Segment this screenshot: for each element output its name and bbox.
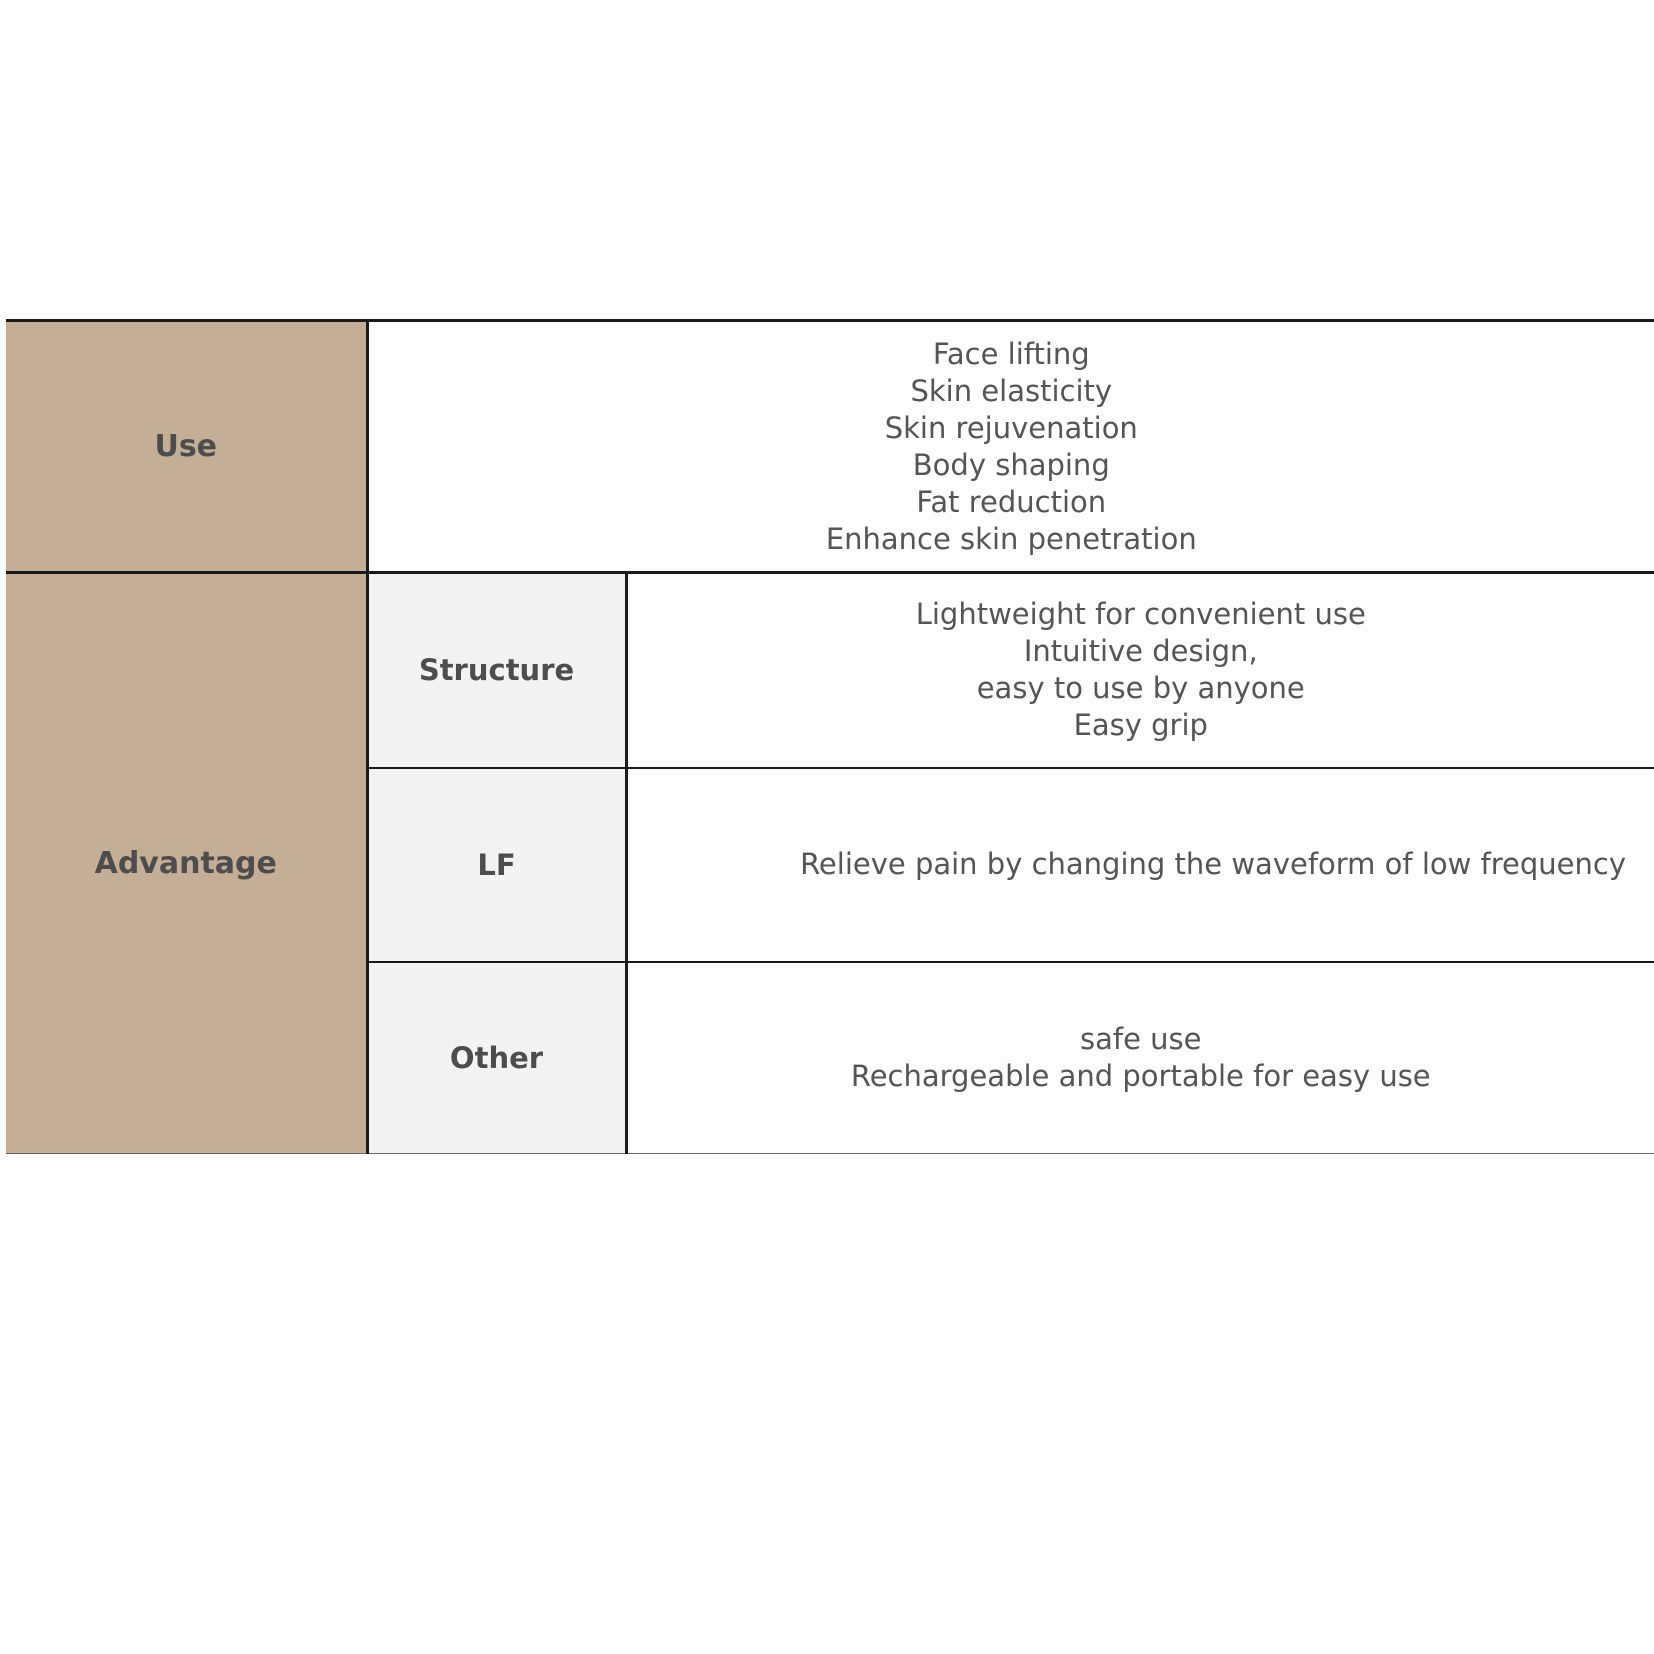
other-line: safe use (1080, 1021, 1202, 1056)
use-row (6, 321, 1654, 573)
lf-values (626, 768, 1654, 962)
structure-row (6, 573, 1654, 768)
use-line: Face lifting (932, 336, 1090, 371)
other-label: Other (367, 962, 626, 1154)
use-values (367, 321, 1654, 573)
use-line: Body shaping (912, 447, 1110, 482)
use-line: Fat reduction (916, 484, 1107, 519)
use-label: Use (6, 321, 367, 573)
structure-values (626, 573, 1654, 768)
use-line: Skin elasticity (910, 373, 1113, 408)
spec-table (6, 319, 1654, 1154)
use-line: Enhance skin penetration (825, 521, 1197, 556)
structure-line: Intuitive design, (1023, 634, 1258, 669)
lf-text: Relieve pain by changing the waveform of low frequency (800, 847, 1627, 881)
structure-line: easy to use by anyone (976, 671, 1305, 706)
structure-line: Lightweight for convenient use (915, 597, 1366, 632)
lf-label: LF (367, 768, 626, 962)
structure-label: Structure (367, 573, 626, 768)
use-line: Skin rejuvenation (884, 410, 1138, 445)
structure-line: Easy grip (1073, 708, 1208, 743)
other-line: Rechargeable and portable for easy use (850, 1058, 1431, 1093)
other-values (626, 962, 1654, 1154)
advantage-label: Advantage (6, 573, 367, 1154)
